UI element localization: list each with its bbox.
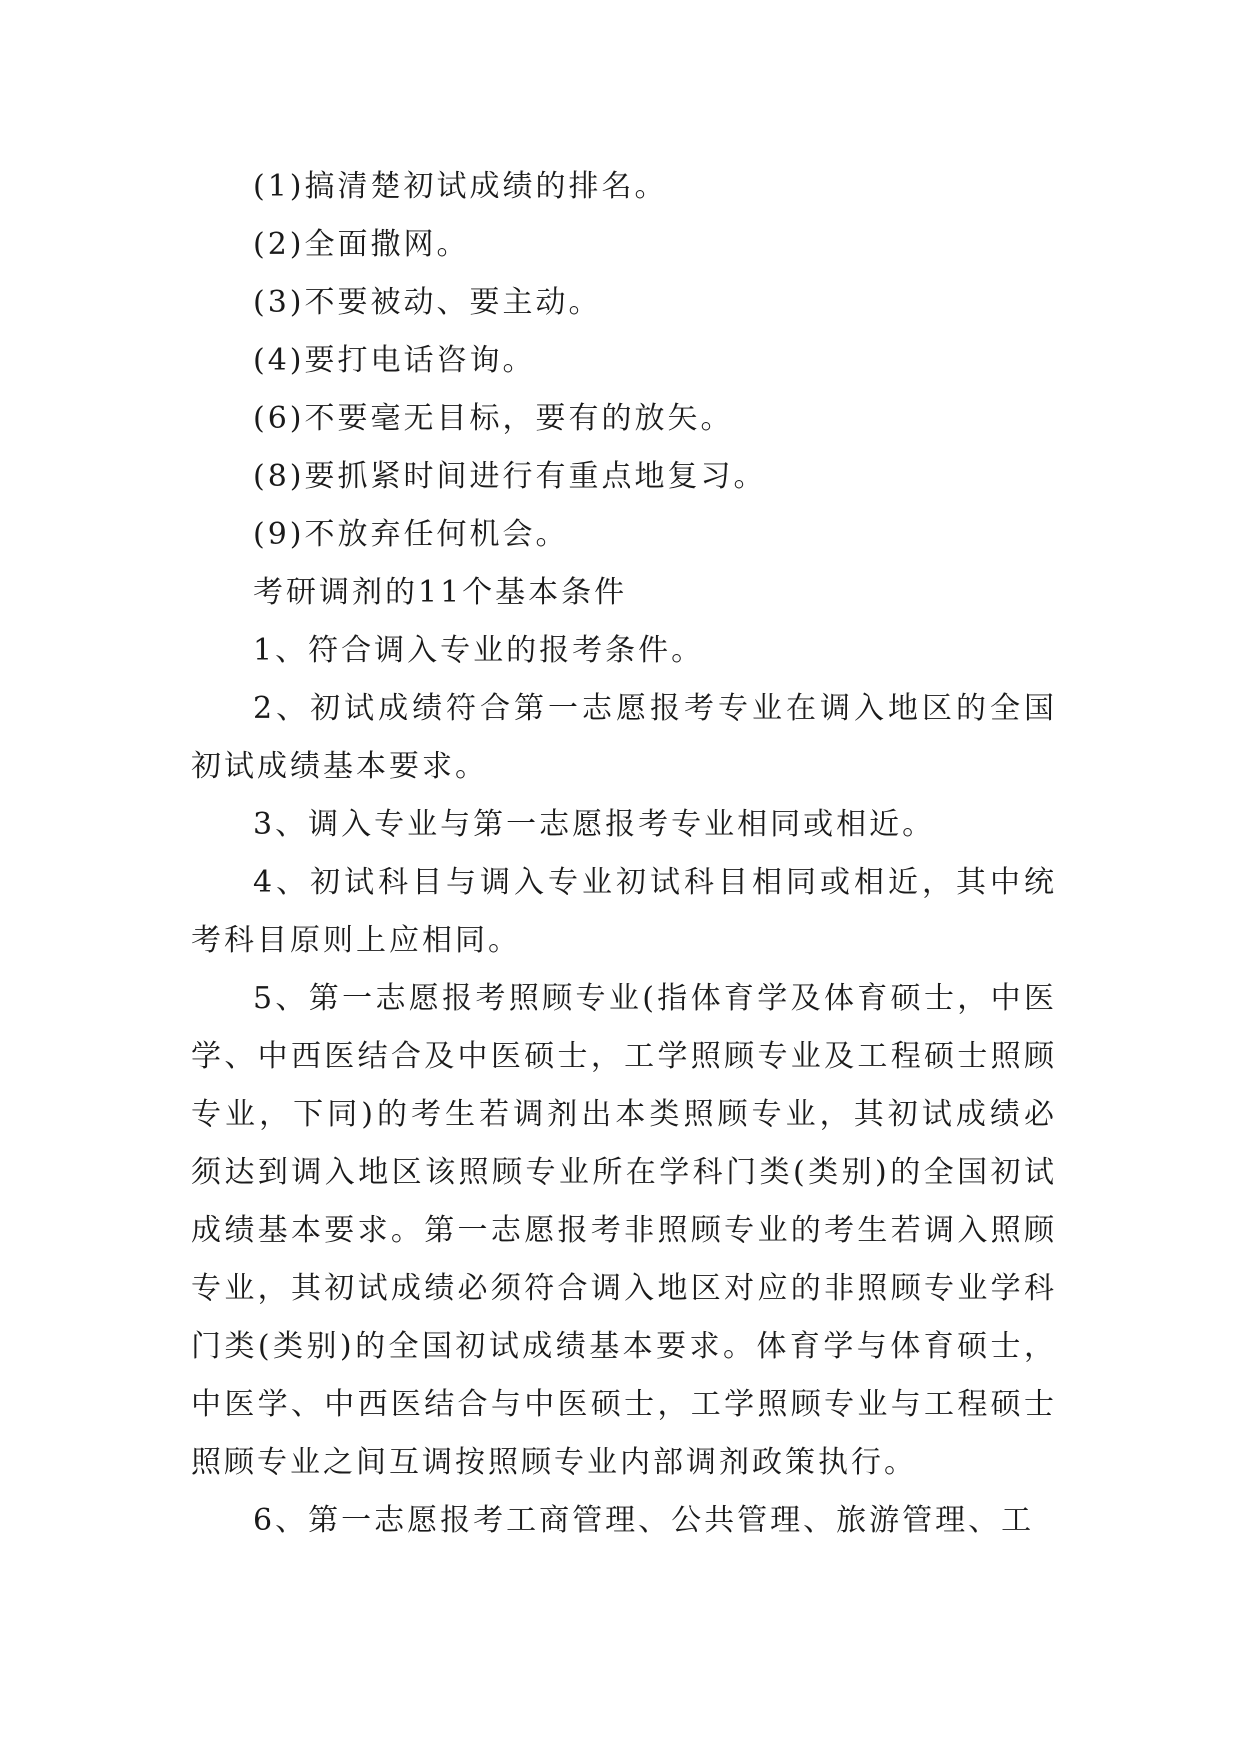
condition-4: 4、初试科目与调入专业初试科目相同或相近，其中统考科目原则上应相同。 <box>191 865 1057 958</box>
list-item-be-proactive: (3)不要被动、要主动。 <box>253 285 602 320</box>
section-heading: 考研调剂的11个基本条件 <box>253 575 628 610</box>
list-item-have-target: (6)不要毫无目标，要有的放矢。 <box>253 401 734 436</box>
condition-6: 6、第一志愿报考工商管理、公共管理、旅游管理、工 <box>253 1503 1035 1538</box>
condition-3: 3、调入专业与第一志愿报考专业相同或相近。 <box>253 807 936 842</box>
condition-1: 1、符合调入专业的报考条件。 <box>253 633 705 668</box>
list-item-no-give-up: (9)不放弃任何机会。 <box>253 517 569 552</box>
condition-2: 2、初试成绩符合第一志愿报考专业在调入地区的全国初试成绩基本要求。 <box>191 691 1057 784</box>
list-item-ranking: (1)搞清楚初试成绩的排名。 <box>253 169 668 204</box>
document-body <box>191 158 1057 1550</box>
list-item-focused-review: (8)要抓紧时间进行有重点地复习。 <box>253 459 767 494</box>
list-item-cast-wide-net: (2)全面撒网。 <box>253 227 470 262</box>
list-item-phone-consult: (4)要打电话咨询。 <box>253 343 536 378</box>
condition-5: 5、第一志愿报考照顾专业(指体育学及体育硕士，中医学、中西医结合及中医硕士，工学照顾专业及工程硕士照顾专业，下同)的考生若调剂出本类照顾专业，其初试成绩必须达到调入地区该照顾专业所在学科门类(类别)的全国初试成绩基本要求。第一志愿报考非照顾专业的考生若调入照顾专业，其初试成绩必须符合调入地区对应的非照顾专业学科门类(类别)的全国初试成绩基本要求。体育学与体育硕士，中医学、中西医结合与中医硕士，工学照顾专业与工程硕士照顾专业之间互调按照顾专业内部调剂政策执行。 <box>191 981 1057 1480</box>
